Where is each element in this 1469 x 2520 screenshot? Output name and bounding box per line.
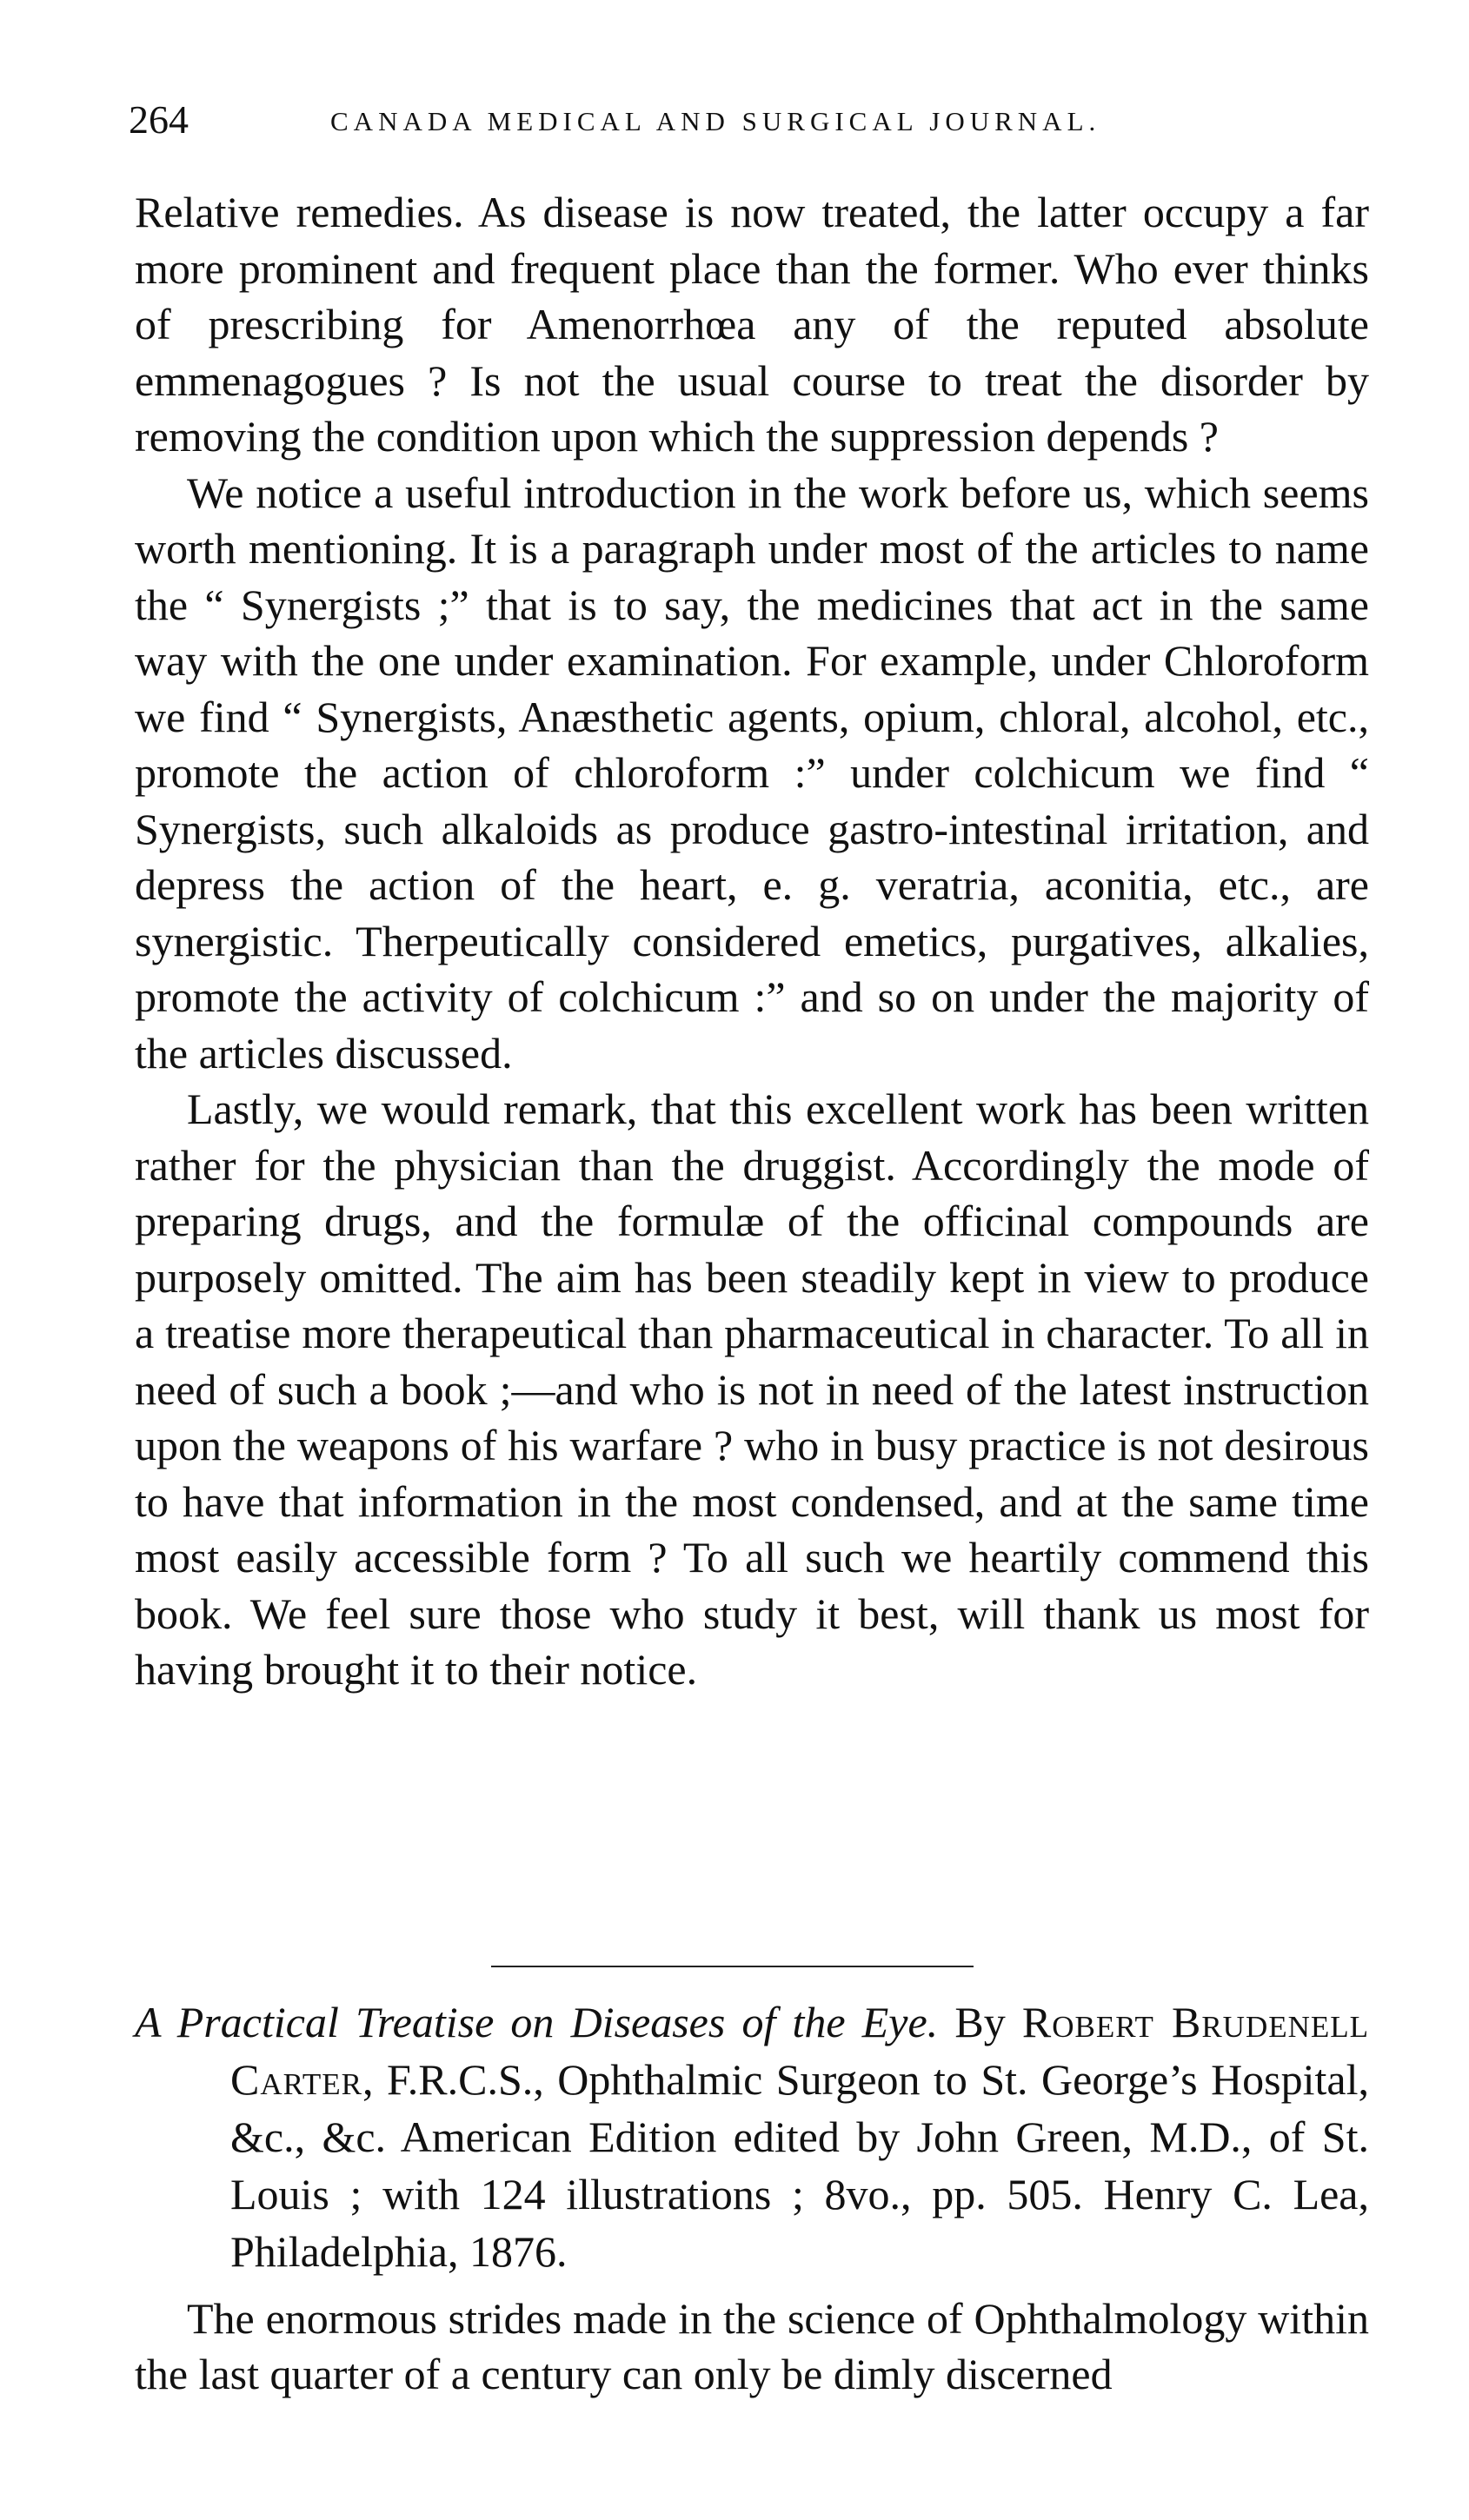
paragraph-remedies: Relative remedies. As disease is now treated, the latter occupy a far more prominent and frequent place than the former. Who ever thinks of prescribing for Amenorrhœa any of the reputed absolute emmenagogues ? Is not the usual course to treat the disorder by removing the condition upon which the suppression depends ? bbox=[135, 188, 1369, 461]
paragraph-synergists: We notice a useful introduction in the work before us, which seems worth mentioning. It is a paragraph under most of the articles to name the “ Synergists ;” that is to say, the medicines that act in the same way with the one under examination. For example, under Chloroform we find “ Synergists, Anæsthetic agents, opium, chloral, alcohol, etc., promote the action of chloroform :” under colchicum we find “ Synergists, such alkaloids as produce gastro-intestinal irritation, and depress the action of the heart, e. g. veratria, aconitia, etc., are synergistic. Therpeutically considered emetics, purgatives, alkalies, promote the activity of colchicum :” and so on under the majority of the articles discussed. bbox=[135, 468, 1369, 1078]
book-author: Robert Brudenell Carter bbox=[230, 1998, 1370, 2104]
book-citation bbox=[135, 1993, 1369, 2280]
journal-title: CANADA MEDICAL AND SURGICAL JOURNAL. bbox=[330, 106, 1101, 136]
review-body bbox=[135, 184, 1369, 1698]
page-number: 264 bbox=[129, 97, 189, 142]
section-divider bbox=[491, 1966, 974, 1967]
citation-details: , F.R.C.S., Ophthalmic Surgeon to St. George’s Hospital, &c., &c. American Edition edited by John Green, M.D., of St. Louis ; with 124 illustrations ; 8vo., pp. 505. Henry C. Lea, Philadelphia, 1876. bbox=[230, 2055, 1369, 2276]
running-head bbox=[129, 94, 1363, 146]
review-opening: The enormous strides made in the science of Ophthalmology within the last quarter of a century can only be dimly discerned bbox=[135, 2294, 1369, 2398]
book-title: A Practical Treatise on Diseases of the Eye. bbox=[135, 1998, 939, 2046]
citation-by: By bbox=[954, 1998, 1006, 2046]
paragraph-conclusion: Lastly, we would remark, that this excellent work has been written rather for the physician than the druggist. Accordingly the mode of preparing drugs, and the formulæ of the officinal compounds are purposely omitted. The aim has been steadily kept in view to produce a treatise more therapeutical than pharmaceutical in character. To all in need of such a book ;—and who is not in need of the latest instruction upon the weapons of his warfare ? who in busy practice is not desirous to have that information in the most condensed, and at the same time most easily accessible form ? To all such we heartily commend this book. We feel sure those who study it best, will thank us most for having brought it to their notice. bbox=[135, 1084, 1369, 1694]
